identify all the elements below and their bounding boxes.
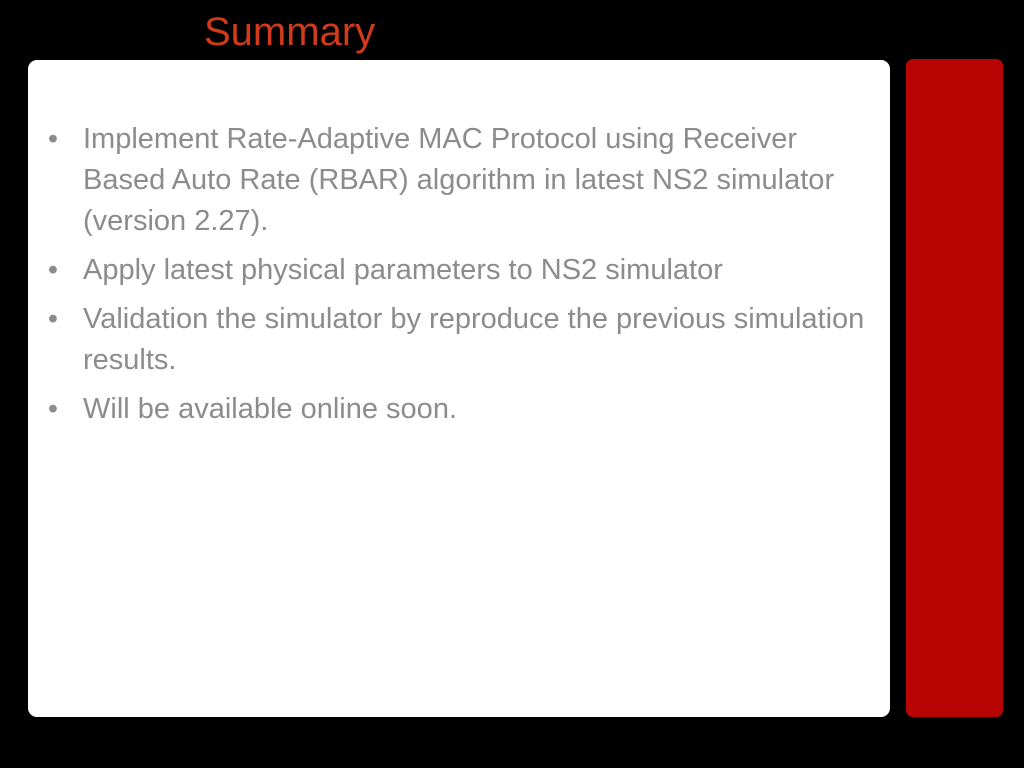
bullet-text: Will be available online soon. (83, 393, 457, 425)
bullet-marker: • (47, 303, 59, 335)
content-panel (28, 60, 890, 717)
bullet-text: Apply latest physical parameters to NS2 simulator (83, 254, 723, 286)
bullet-item (28, 119, 868, 242)
bullet-marker: • (47, 123, 59, 155)
bullet-marker: • (47, 254, 59, 286)
bullet-text: Validation the simulator by reproduce the previous simulation results. (83, 303, 865, 376)
bullet-text: Implement Rate-Adaptive MAC Protocol using Receiver Based Auto Rate (RBAR) algorithm in latest NS2 simulator (version 2.27). (83, 123, 835, 237)
bullet-marker: • (47, 393, 59, 425)
decorative-side-bar (906, 59, 1003, 717)
bullet-item (28, 299, 868, 381)
bullet-list (28, 119, 868, 438)
bullet-item (28, 389, 868, 430)
slide-title: Summary (204, 10, 376, 54)
bullet-item (28, 250, 868, 291)
